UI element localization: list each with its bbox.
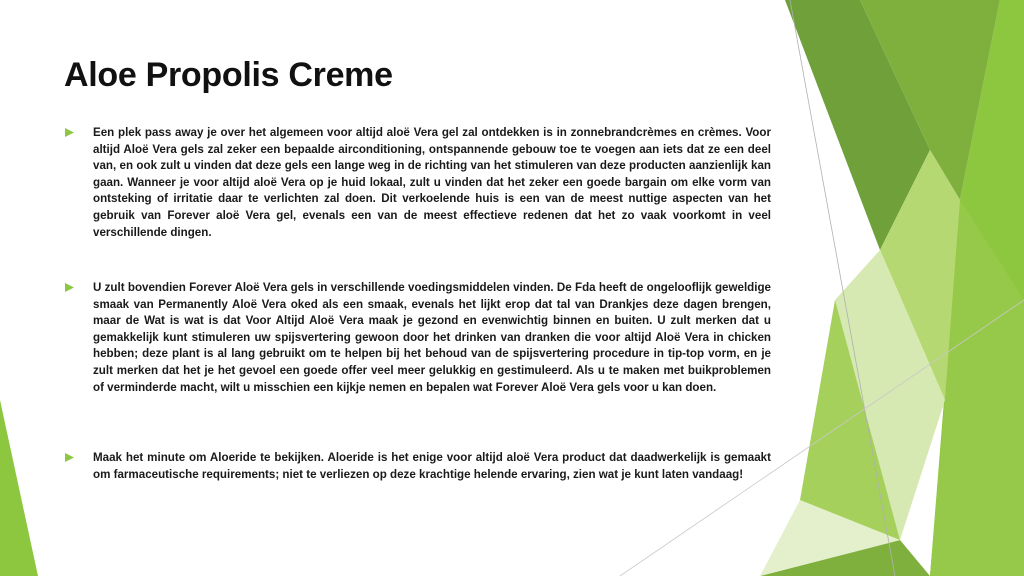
triangle-bullet-icon (65, 283, 74, 292)
facet-left-sliver (0, 400, 38, 576)
bullet-text: U zult bovendien Forever Aloë Vera gels in verschillende voedingsmiddelen vinden. De Fda heeft de ongelooflijk geweldige smaak van Permanently Aloë Vera oked als een smaak, evenals het lijkt erop dat tal van Drankjes deze dagen brengen, maar de Wat is wat is dat Voor Altijd Aloë Vera maak je gezond en evenwichtig binnen en buiten. U zult merken dat u gemakkelijk kunt stimuleren uw spijsvertering gewoon door het drinken van dranken die voor altijd Aloë Vera in chicken hebben; deze plant is al lang gebruikt om te helpen bij het behoud van de spijsvertering procedure in tip-top vorm, en je zult merken dat het je het gevoel een goede offer veel meer gelukkig en gestimuleerd. Als u te maken met buikproblemen of verminderde macht, wilt u misschien een kijkje nemen en bepalen wat Forever Aloë Vera gels voor u kan doen. (93, 281, 771, 394)
triangle-bullet-icon (65, 453, 74, 462)
bullet-text: Maak het minute om Aloeride te bekijken. Aloeride is het enige voor altijd aloë Vera product dat daadwerkelijk is gemaakt om farmaceutische requirements; niet te verliezen op deze krachtige helende ervaring, zien wat je kunt laten vandaag! (93, 451, 771, 481)
slide-title: Aloe Propolis Creme (64, 56, 393, 94)
triangle-bullet-icon (65, 128, 74, 137)
bullet-text: Een plek pass away je over het algemeen voor altijd aloë Vera gel zal ontdekken is in zonnebrandcrèmes en crèmes. Voor altijd Aloë Vera gels zal zeker een bepaalde airconditioning, ontspannende gebouw toe te voegen aan iets dat ze een deel van, en ook zult u vinden dat deze gels een lange weg in de richting van het stimuleren van deze producten aanzienlijk kan gaan. Wanneer je voor altijd aloë Vera op je huid lokaal, zult u vinden dat het zeker een goede bargain om elke vorm van ontsteking of irritatie daar te verlichten zal doen. Dit verkoelende huis is een van de meest nuttige aspecten van het gebruik van Forever aloë Vera gel, evenals een van de meest effectieve redenen dat het zo vaak voorkomt in veel verschillende dingen. (93, 126, 771, 239)
